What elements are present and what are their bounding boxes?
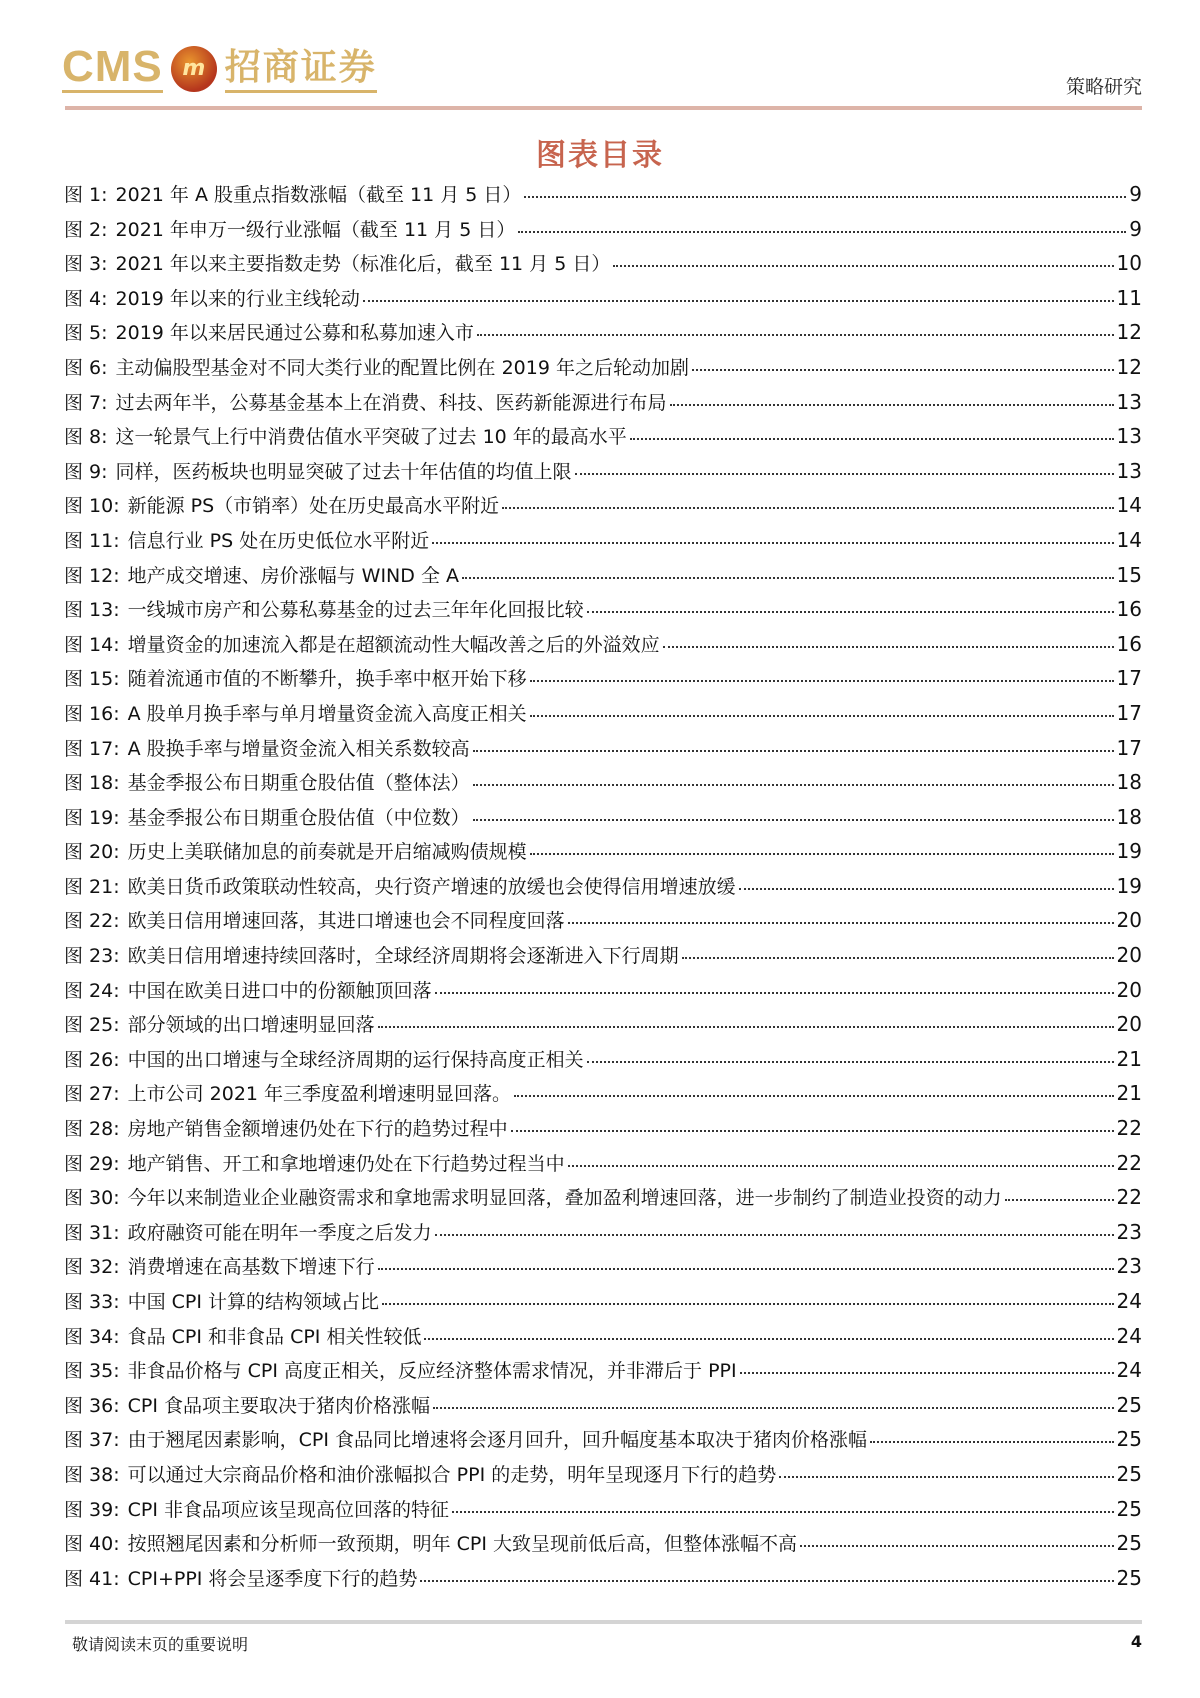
page-ref: 20 — [1116, 908, 1142, 933]
dot-leader — [870, 1441, 1114, 1443]
dot-leader — [424, 1338, 1113, 1340]
dot-leader — [432, 542, 1113, 544]
page-ref: 9 — [1129, 216, 1142, 241]
page-ref: 25 — [1116, 1392, 1142, 1417]
page-ref: 13 — [1116, 424, 1142, 449]
toc-entry[interactable] — [64, 595, 1142, 630]
page-ref: 10 — [1116, 251, 1142, 276]
toc-entry[interactable] — [64, 1356, 1142, 1391]
dot-leader — [692, 369, 1114, 371]
figure-title: 过去两年半，公募基金基本上在消费、科技、医药新能源进行布局 — [115, 391, 667, 414]
page-ref: 22 — [1116, 1150, 1142, 1175]
figure-title: CPI 食品项主要取决于猪肉价格涨幅 — [127, 1394, 430, 1417]
dot-leader — [1005, 1199, 1114, 1201]
dot-leader — [575, 473, 1114, 475]
figure-title: 部分领域的出口增速明显回落 — [127, 1014, 375, 1037]
figure-title: A 股单月换手率与单月增量资金流入高度正相关 — [127, 702, 527, 725]
logo-chinese-name: 招商证券 — [225, 44, 377, 93]
figure-label: 图 38: — [64, 1463, 120, 1486]
figure-title: 新能源 PS（市销率）处在历史最高水平附近 — [127, 495, 500, 518]
page-ref: 16 — [1116, 597, 1142, 622]
figure-label: 图 28: — [64, 1118, 120, 1141]
toc-entry[interactable] — [64, 837, 1142, 872]
figure-title: 这一轮景气上行中消费估值水平突破了过去 10 年的最高水平 — [115, 426, 627, 449]
dot-leader — [613, 265, 1113, 267]
page-title: 图表目录 — [536, 138, 664, 173]
figure-title: 中国在欧美日进口中的份额触顶回落 — [127, 979, 432, 1002]
dot-leader — [524, 196, 1126, 198]
toc-entry[interactable] — [64, 1391, 1142, 1426]
figure-title: 中国的出口增速与全球经济周期的运行保持高度正相关 — [127, 1048, 584, 1071]
figure-label: 图 39: — [64, 1498, 120, 1521]
figure-title: 食品 CPI 和非食品 CPI 相关性较低 — [127, 1325, 422, 1348]
dot-leader — [530, 680, 1114, 682]
toc-entry[interactable] — [64, 872, 1142, 907]
dot-leader — [502, 507, 1113, 509]
toc-entry[interactable] — [64, 1183, 1142, 1218]
figure-title: 2021 年申万一级行业涨幅（截至 11 月 5 日） — [115, 218, 516, 241]
figure-title: 一线城市房产和公募私募基金的过去三年年化回报比较 — [127, 599, 584, 622]
department-label: 策略研究 — [1065, 76, 1142, 98]
toc-entry[interactable] — [64, 284, 1142, 319]
figure-label: 图 13: — [64, 599, 120, 622]
toc-entry[interactable] — [64, 491, 1142, 526]
toc-entry[interactable] — [64, 906, 1142, 941]
figure-label: 图 11: — [64, 529, 120, 552]
toc-entry[interactable] — [64, 1045, 1142, 1080]
toc-entry[interactable] — [64, 734, 1142, 769]
figure-label: 图 21: — [64, 875, 120, 898]
page-ref: 21 — [1116, 1081, 1142, 1106]
toc-entry[interactable] — [64, 699, 1142, 734]
page-ref: 25 — [1116, 1496, 1142, 1521]
figure-title: 基金季报公布日期重仓股估值（中位数） — [127, 806, 470, 829]
figure-label: 图 8: — [64, 426, 108, 449]
toc-entry[interactable] — [64, 941, 1142, 976]
page-ref: 15 — [1116, 562, 1142, 587]
figure-title: 信息行业 PS 处在历史低位水平附近 — [127, 529, 430, 552]
dot-leader — [363, 300, 1114, 302]
page-ref: 18 — [1116, 770, 1142, 795]
figure-title: 2019 年以来的行业主线轮动 — [115, 287, 360, 310]
toc-entry[interactable] — [64, 1529, 1142, 1564]
figure-label: 图 5: — [64, 322, 108, 345]
page-ref: 24 — [1116, 1289, 1142, 1313]
dot-leader — [378, 1268, 1114, 1270]
figure-label: 图 40: — [64, 1533, 120, 1556]
dot-leader — [740, 1372, 1114, 1374]
figure-label: 图 26: — [64, 1048, 120, 1071]
figure-label: 图 24: — [64, 979, 120, 1002]
toc-entry[interactable] — [64, 1010, 1142, 1045]
figure-label: 图 23: — [64, 945, 120, 968]
figure-label: 图 4: — [64, 287, 108, 310]
figure-label: 图 37: — [64, 1429, 120, 1452]
toc-entry[interactable] — [64, 1079, 1142, 1114]
figure-label: 图 34: — [64, 1325, 120, 1348]
dot-leader — [530, 715, 1114, 717]
figure-title: A 股换手率与增量资金流入相关系数较高 — [127, 737, 470, 760]
page-ref: 20 — [1116, 977, 1142, 1002]
page-ref: 22 — [1116, 1185, 1142, 1210]
figure-label: 图 12: — [64, 564, 120, 587]
toc-entry[interactable] — [64, 249, 1142, 284]
figure-title: 可以通过大宗商品价格和油价涨幅拟合 PPI 的走势，明年呈现逐月下行的趋势 — [127, 1463, 777, 1486]
figure-label: 图 20: — [64, 841, 120, 864]
figure-title: 由于翘尾因素影响，CPI 食品同比增速将会逐月回升，回升幅度基本取决于猪肉价格涨幅 — [127, 1429, 867, 1452]
figure-label: 图 35: — [64, 1360, 120, 1383]
figure-label: 图 19: — [64, 806, 120, 829]
dot-leader — [511, 1130, 1114, 1132]
page-ref: 24 — [1116, 1358, 1142, 1383]
dot-leader — [587, 611, 1114, 613]
dot-leader — [530, 853, 1114, 855]
dot-leader — [477, 334, 1114, 336]
dot-leader — [682, 957, 1114, 959]
dot-leader — [452, 1511, 1114, 1513]
figure-label: 图 3: — [64, 253, 108, 276]
toc-entry[interactable] — [64, 215, 1142, 250]
toc-entry[interactable] — [64, 526, 1142, 561]
figure-label: 图 14: — [64, 633, 120, 656]
figure-title: 欧美日信用增速回落，其进口增速也会不同程度回落 — [127, 910, 565, 933]
page-ref: 17 — [1116, 735, 1142, 760]
page-ref: 13 — [1116, 389, 1142, 414]
toc-entry[interactable] — [64, 457, 1142, 492]
figure-label: 图 33: — [64, 1291, 120, 1313]
figure-title: CPI 非食品项应该呈现高位回落的特征 — [127, 1498, 449, 1521]
page-ref: 25 — [1116, 1427, 1142, 1452]
figure-title: 房地产销售金额增速仍处在下行的趋势过程中 — [127, 1118, 508, 1141]
dot-leader — [670, 404, 1114, 406]
figure-title: 主动偏股型基金对不同大类行业的配置比例在 2019 年之后轮动加剧 — [115, 356, 689, 379]
figure-label: 图 22: — [64, 910, 120, 933]
toc-entry[interactable] — [64, 1425, 1142, 1460]
page-ref: 18 — [1116, 804, 1142, 829]
page-ref: 12 — [1116, 354, 1142, 379]
toc-entry[interactable] — [64, 1322, 1142, 1357]
figure-title: 上市公司 2021 年三季度盈利增速明显回落。 — [127, 1083, 512, 1106]
logo-text: CMS — [62, 42, 163, 91]
toc-entry[interactable] — [64, 803, 1142, 838]
toc-entry[interactable] — [64, 561, 1142, 596]
dot-leader — [473, 819, 1114, 821]
page-ref: 14 — [1116, 527, 1142, 552]
page-ref: 22 — [1116, 1116, 1142, 1141]
dot-leader — [435, 1234, 1114, 1236]
figure-label: 图 9: — [64, 460, 108, 483]
dot-leader — [739, 888, 1114, 890]
page-ref: 25 — [1116, 1461, 1142, 1486]
dot-leader — [382, 1303, 1114, 1305]
page-ref: 19 — [1116, 873, 1142, 898]
dot-leader — [568, 1165, 1114, 1167]
dot-leader — [630, 438, 1114, 440]
toc-entry[interactable] — [64, 1218, 1142, 1253]
page-ref: 21 — [1116, 1046, 1142, 1071]
toc-entry[interactable] — [64, 1114, 1142, 1149]
page-ref: 17 — [1116, 666, 1142, 691]
toc-entry[interactable] — [64, 353, 1142, 388]
figure-label: 图 31: — [64, 1221, 120, 1244]
dot-leader — [779, 1476, 1113, 1478]
company-logo — [62, 44, 377, 93]
figure-label: 图 7: — [64, 391, 108, 414]
toc-entry[interactable] — [64, 180, 1142, 215]
figure-label: 图 30: — [64, 1187, 120, 1210]
page-ref: 20 — [1116, 1012, 1142, 1037]
toc-entry[interactable] — [64, 1252, 1142, 1287]
page-ref: 9 — [1129, 182, 1142, 206]
footer-notice: 敬请阅读末页的重要说明 — [72, 1635, 249, 1654]
figure-title: 增量资金的加速流入都是在超额流动性大幅改善之后的外溢效应 — [127, 633, 660, 656]
dot-leader — [800, 1545, 1114, 1547]
figure-title: 基金季报公布日期重仓股估值（整体法） — [127, 772, 470, 795]
page-ref: 12 — [1116, 320, 1142, 345]
figure-title: 政府融资可能在明年一季度之后发力 — [127, 1221, 432, 1244]
dot-leader — [587, 1061, 1114, 1063]
figure-label: 图 1: — [64, 184, 108, 206]
toc-entry[interactable] — [64, 768, 1142, 803]
toc-entry[interactable] — [64, 630, 1142, 665]
figure-label: 图 36: — [64, 1394, 120, 1417]
dot-leader — [663, 646, 1114, 648]
figure-label: 图 2: — [64, 218, 108, 241]
figure-title: 2021 年 A 股重点指数涨幅（截至 11 月 5 日） — [115, 184, 522, 206]
figure-title: 随着流通市值的不断攀升，换手率中枢开始下移 — [127, 668, 527, 691]
header-divider — [65, 106, 1142, 110]
figure-label: 图 18: — [64, 772, 120, 795]
figure-label: 图 10: — [64, 495, 120, 518]
figure-title: 2019 年以来居民通过公募和私募加速入市 — [115, 322, 474, 345]
figure-title: 2021 年以来主要指数走势（标准化后，截至 11 月 5 日） — [115, 253, 611, 276]
dot-leader — [462, 577, 1114, 579]
dot-leader — [473, 784, 1114, 786]
figure-label: 图 6: — [64, 356, 108, 379]
dot-leader — [420, 1580, 1113, 1582]
figure-title: 同样，医药板块也明显突破了过去十年估值的均值上限 — [115, 460, 572, 483]
figure-label: 图 25: — [64, 1014, 120, 1037]
page-ref: 11 — [1116, 285, 1142, 310]
footer-divider — [65, 1620, 1142, 1624]
figure-label: 图 41: — [64, 1567, 120, 1590]
figure-title: 欧美日货币政策联动性较高，央行资产增速的放缓也会使得信用增速放缓 — [127, 875, 736, 898]
logo-emblem-icon: m — [171, 46, 217, 92]
page-ref: 14 — [1116, 493, 1142, 518]
toc-entry[interactable] — [64, 388, 1142, 423]
page-ref: 13 — [1116, 458, 1142, 483]
page-ref: 25 — [1116, 1565, 1142, 1590]
dot-leader — [568, 922, 1114, 924]
page-ref: 20 — [1116, 943, 1142, 968]
figure-title: CPI+PPI 将会呈逐季度下行的趋势 — [127, 1567, 418, 1590]
figure-title: 欧美日信用增速持续回落时，全球经济周期将会逐渐进入下行周期 — [127, 945, 679, 968]
dot-leader — [433, 1407, 1114, 1409]
page-ref: 17 — [1116, 700, 1142, 725]
figure-title: 今年以来制造业企业融资需求和拿地需求明显回落，叠加盈利增速回落，进一步制约了制造业投资的动力 — [127, 1187, 1002, 1210]
figure-title: 地产成交增速、房价涨幅与 WIND 全 A — [127, 564, 459, 587]
toc-entry[interactable] — [64, 422, 1142, 457]
figure-title: 地产销售、开工和拿地增速仍处在下行趋势过程当中 — [127, 1152, 565, 1175]
figure-label: 图 32: — [64, 1256, 120, 1279]
figure-title: 消费增速在高基数下增速下行 — [127, 1256, 375, 1279]
page-number: 4 — [1130, 1632, 1142, 1651]
table-of-figures — [64, 180, 1142, 1598]
figure-title: 中国 CPI 计算的结构领域占比 — [127, 1291, 380, 1313]
figure-title: 按照翘尾因素和分析师一致预期，明年 CPI 大致呈现前低后高，但整体涨幅不高 — [127, 1533, 798, 1556]
figure-title: 历史上美联储加息的前奏就是开启缩减购债规模 — [127, 841, 527, 864]
dot-leader — [514, 1095, 1113, 1097]
toc-entry[interactable] — [64, 318, 1142, 353]
figure-label: 图 15: — [64, 668, 120, 691]
toc-entry[interactable] — [64, 1149, 1142, 1184]
dot-leader — [473, 750, 1114, 752]
toc-entry[interactable] — [64, 1287, 1142, 1322]
page-ref: 24 — [1116, 1323, 1142, 1348]
figure-label: 图 16: — [64, 702, 120, 725]
toc-entry[interactable] — [64, 976, 1142, 1011]
page-ref: 16 — [1116, 631, 1142, 656]
toc-entry[interactable] — [64, 664, 1142, 699]
page-ref: 19 — [1116, 839, 1142, 864]
page-ref: 23 — [1116, 1254, 1142, 1279]
page-ref: 23 — [1116, 1219, 1142, 1244]
dot-leader — [518, 231, 1126, 233]
dot-leader — [435, 992, 1114, 994]
figure-label: 图 27: — [64, 1083, 120, 1106]
page-ref: 25 — [1116, 1531, 1142, 1556]
toc-entry[interactable] — [64, 1564, 1142, 1599]
dot-leader — [378, 1026, 1114, 1028]
figure-title: 非食品价格与 CPI 高度正相关，反应经济整体需求情况，并非滞后于 PPI — [127, 1360, 737, 1383]
figure-label: 图 17: — [64, 737, 120, 760]
toc-entry[interactable] — [64, 1460, 1142, 1495]
figure-label: 图 29: — [64, 1152, 120, 1175]
toc-entry[interactable] — [64, 1495, 1142, 1530]
